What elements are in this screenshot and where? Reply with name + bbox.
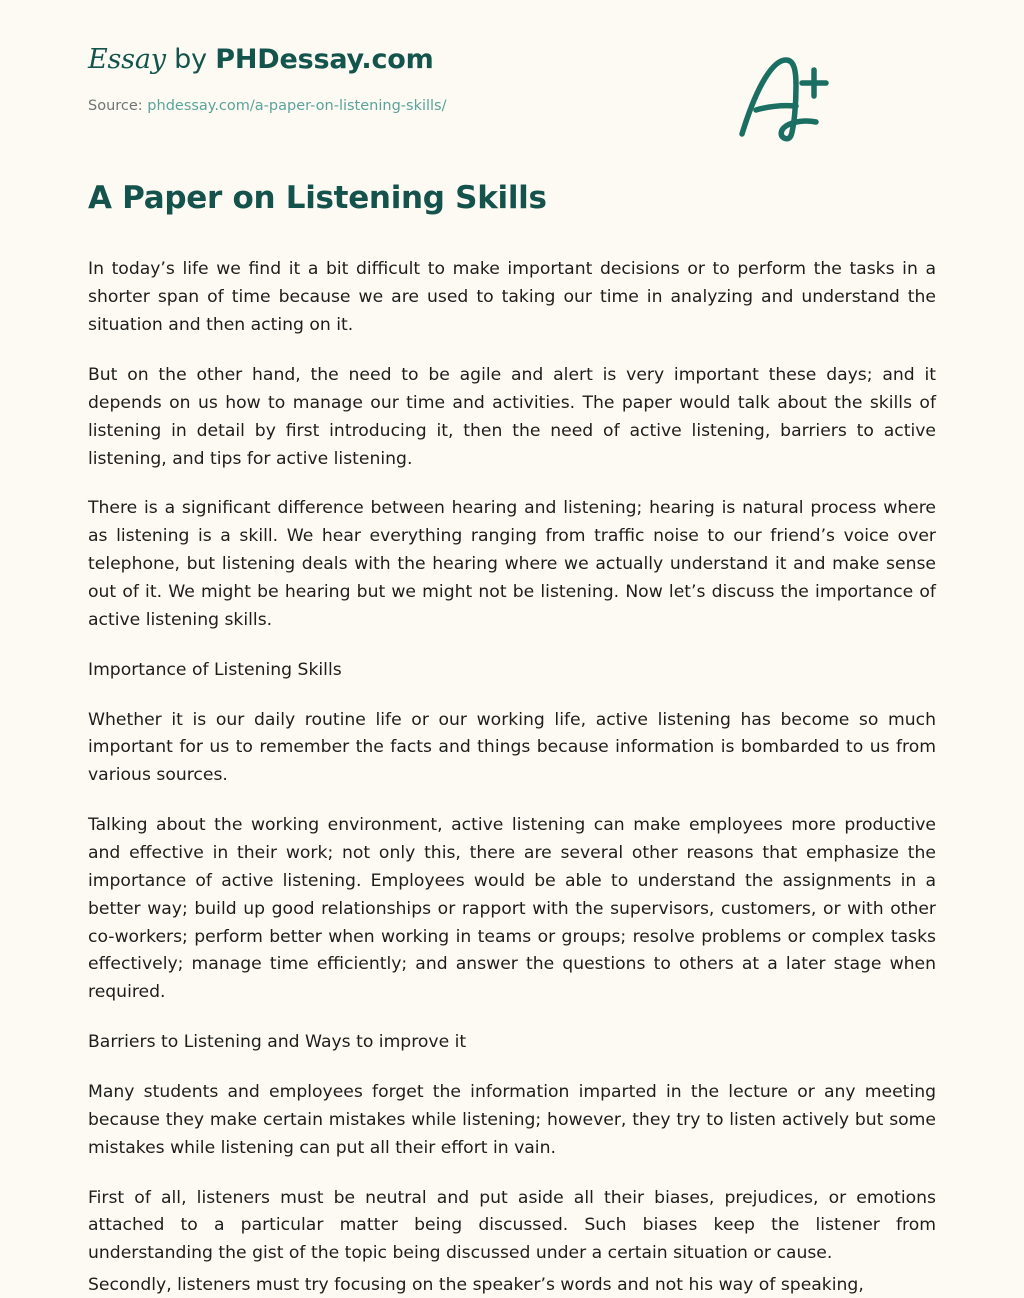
paragraph: Many students and employees forget the information imparted in the lecture or any meeting because they make certain mistakes while listening; however, they try to listen actively but some mistakes while listening can put all their effort in vain. [88,1082,936,1158]
brand-essay-word: Essay [88,44,166,75]
paragraph: In today’s life we find it a bit difficult to make important decisions or to perform the tasks in a shorter span of time because we are used to taking our time in analyzing and understand the situation and then acting on it. [88,259,936,336]
paragraph: There is a significant difference between hearing and listening; hearing is natural process where as listening is a skill. We hear everything ranging from traffic noise to our friend’s voice over telephone, but listening deals with the hearing where we actually understand it and make sense out of it. We might be hearing but we might not be listening. Now let’s discuss the importance of active listening skills. [88,498,936,630]
section-heading: Barriers to Listening and Ways to improve it [88,1032,467,1053]
a-plus-logo-icon [730,52,840,144]
paragraph: But on the other hand, the need to be agile and alert is very important these days; and it depends on us how to manage our time and activities. The paper would talk about the skills of listening in detail by first introducing it, then the need of active listening, barriers to active listening, and tips for active listening. [88,364,936,469]
section-heading: Importance of Listening Skills [88,659,342,680]
document-header [88,0,936,114]
source-label: Source: [88,98,143,115]
source-url-link[interactable]: phdessay.com/a-paper-on-listening-skills/ [147,98,447,115]
paragraph: Talking about the working environment, active listening can make employees more productive and effective in their work; not only this, there are several other reasons that emphasize the importance of active listening. Employees would be able to understand the assignments in a better way; build up good relationships or rapport with the supervisors, customers, or with other co-workers; perform better when working in teams or groups; resolve problems or complex tasks effectively; manage time efficiently; and answer the questions to others at a later stage when required. [88,815,936,1003]
document-body [88,256,936,1268]
paragraph: First of all, listeners must be neutral and put aside all their biases, prejudices, or emotions attached to a particular matter being discussed. Such biases keep the listener from understanding the gist of the topic being discussed under a certain situation or cause. [88,1187,936,1264]
brand-by-word: by [165,44,216,75]
cut-off-paragraph [88,1272,936,1298]
paragraph: Whether it is our daily routine life or our working life, active listening has become so much important for us to remember the facts and things because information is bombarded to us from various sources. [88,709,936,786]
brand-site-name: PHDessay.com [215,44,434,75]
page-title: A Paper on Listening Skills [88,180,547,217]
paragraph: Secondly, listeners must try focusing on the speaker’s words and not his way of speaking, [88,1275,864,1295]
